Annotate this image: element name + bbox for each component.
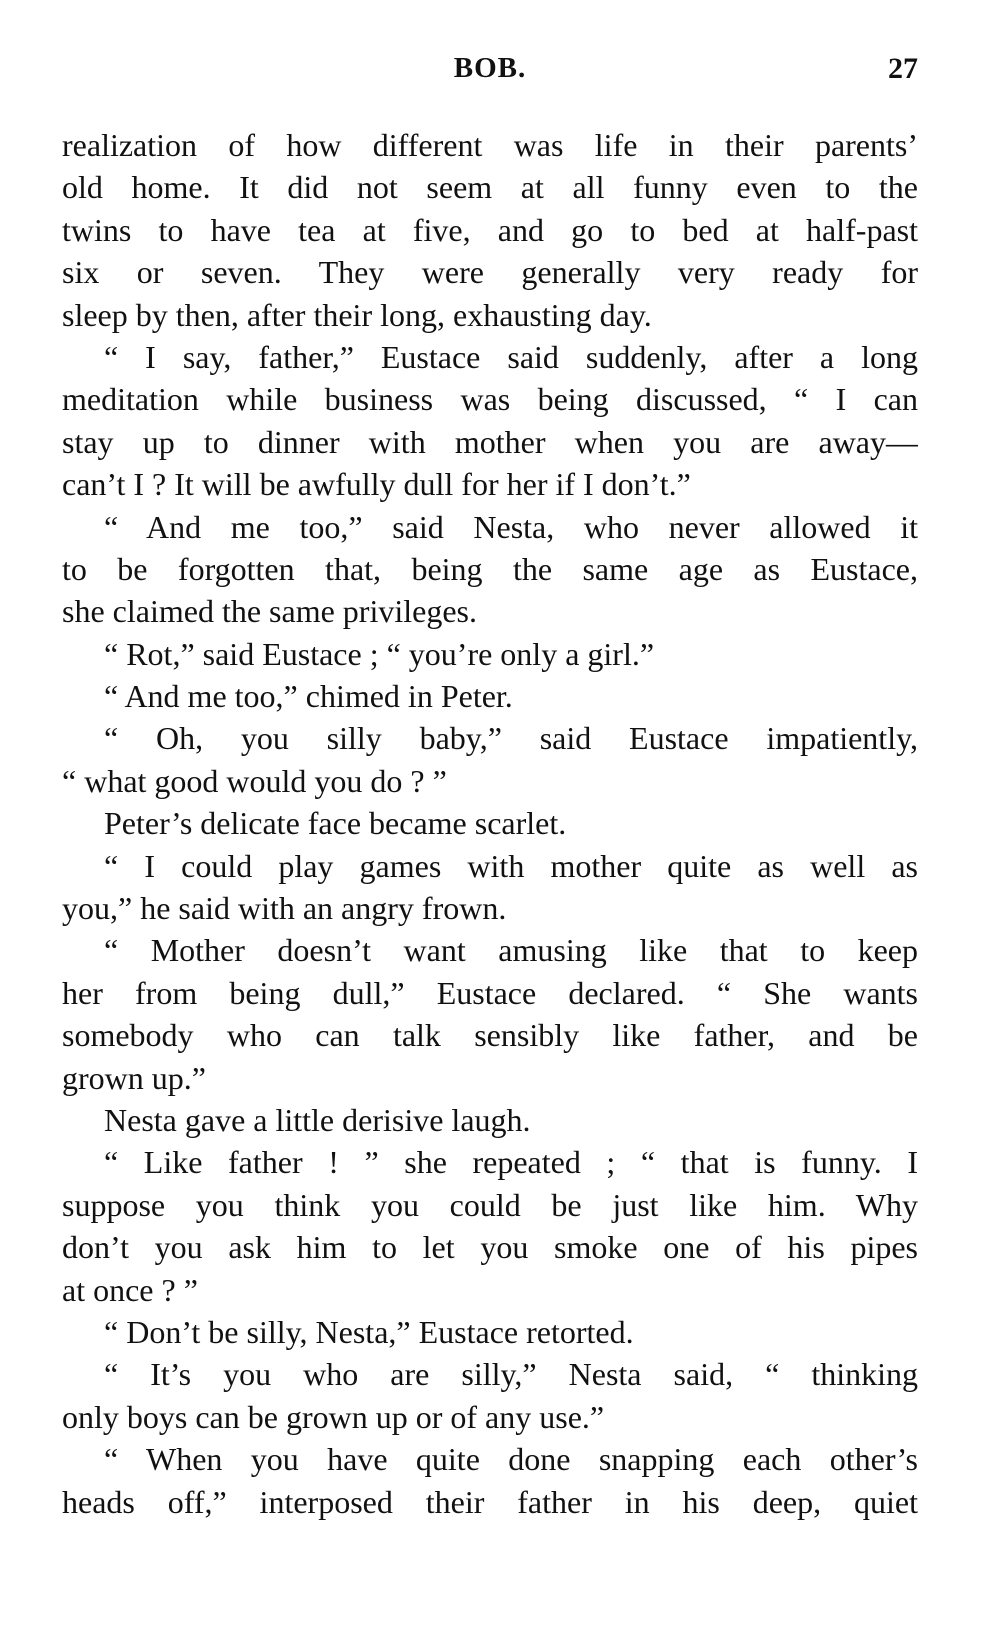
text-line: sleep by then, after their long, exhausting day. — [62, 296, 652, 333]
text-line: “ Mother doesn’t want amusing like that to keep — [104, 932, 918, 969]
text-line: you,” he said with an angry frown. — [62, 890, 507, 927]
text-line: “ When you have quite done snapping each other’s — [104, 1441, 918, 1478]
body-text — [62, 124, 918, 1523]
text-line: twins to have tea at five, and go to bed at half-past — [62, 211, 918, 248]
text-line: don’t you ask him to let you smoke one of his pipes — [62, 1229, 918, 1266]
text-line: “ Oh, you silly baby,” said Eustace impatiently, — [104, 720, 918, 757]
running-head — [62, 52, 918, 92]
running-title: BOB. — [453, 52, 527, 84]
text-line: “ Rot,” said Eustace ; “ you’re only a girl.” — [104, 635, 655, 672]
text-line: to be forgotten that, being the same age as Eustace, — [62, 550, 918, 587]
text-line: heads off,” interposed their father in his deep, quiet — [62, 1483, 918, 1520]
text-line: Nesta gave a little derisive laugh. — [104, 1101, 531, 1138]
text-line: meditation while business was being discussed, “ I can — [62, 381, 918, 418]
text-line: her from being dull,” Eustace declared. “ She wants — [62, 974, 918, 1011]
text-line: she claimed the same privileges. — [62, 593, 477, 630]
text-line: Peter’s delicate face became scarlet. — [104, 805, 567, 842]
text-line: “ what good would you do ? ” — [62, 762, 447, 799]
text-line: realization of how different was life in their parents’ — [62, 127, 918, 163]
page-number: 27 — [888, 52, 918, 85]
text-line: only boys can be grown up or of any use.” — [62, 1398, 605, 1435]
text-line: “ And me too,” chimed in Peter. — [104, 678, 513, 715]
text-line: “ Don’t be silly, Nesta,” Eustace retorted. — [104, 1313, 634, 1350]
text-line: grown up.” — [62, 1059, 206, 1096]
text-line: six or seven. They were generally very ready for — [62, 254, 918, 291]
text-line: can’t I ? It will be awfully dull for her if I don’t.” — [62, 466, 691, 503]
text-line: “ Like father ! ” she repeated ; “ that is funny. I — [104, 1144, 918, 1181]
text-line: old home. It did not seem at all funny even to the — [62, 169, 918, 206]
text-line: at once ? ” — [62, 1271, 198, 1308]
text-line: “ It’s you who are silly,” Nesta said, “ thinking — [104, 1356, 918, 1393]
text-line: somebody who can talk sensibly like father, and be — [62, 1017, 918, 1054]
text-line: “ And me too,” said Nesta, who never allowed it — [104, 508, 918, 545]
text-line: “ I say, father,” Eustace said suddenly, after a long — [104, 338, 918, 375]
text-line: “ I could play games with mother quite as well as — [104, 847, 918, 884]
text-line: stay up to dinner with mother when you are away— — [62, 423, 918, 460]
text-line: suppose you think you could be just like him. Why — [62, 1186, 918, 1223]
